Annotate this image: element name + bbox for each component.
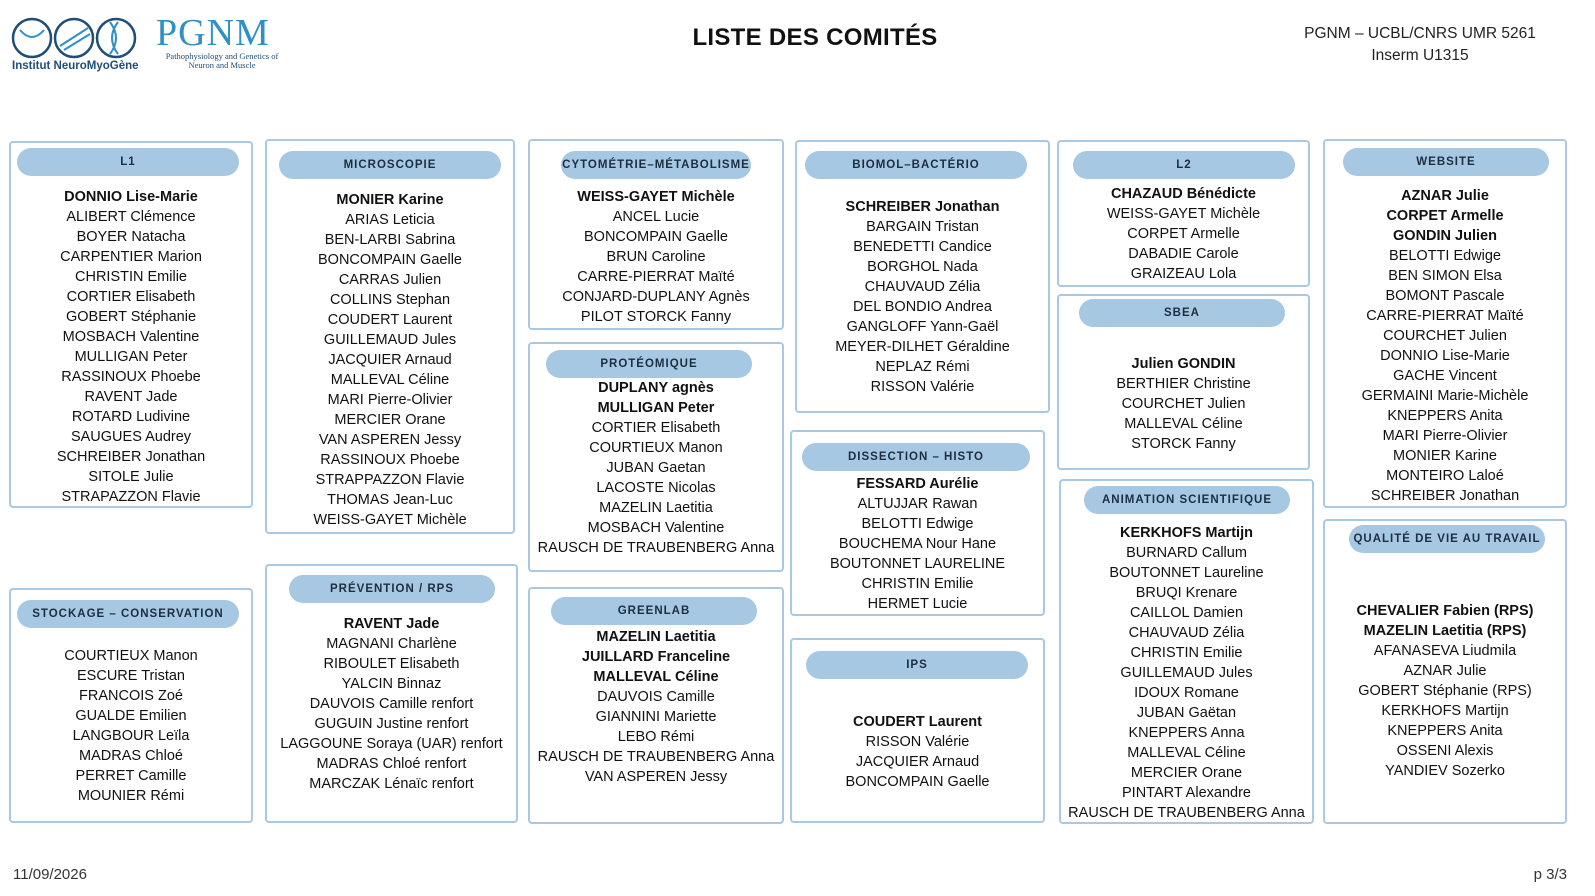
member-name: KERKHOFS Martijn [1381, 703, 1509, 719]
member-name: RISSON Valérie [865, 734, 970, 750]
committee-title: PRÉVENTION / RPS [289, 575, 495, 603]
member-name: SITOLE Julie [88, 469, 174, 485]
member-name: BOUTONNET Laureline [1109, 565, 1264, 581]
committee-stockage [9, 588, 253, 823]
member-name: ESCURE Tristan [77, 668, 185, 684]
member-name: JACQUIER Arnaud [855, 754, 980, 770]
member-name: AZNAR Julie [1403, 663, 1487, 679]
member-name: MONTEIRO Laloé [1386, 468, 1504, 484]
member-name: MULLIGAN Peter [74, 349, 188, 365]
member-list [11, 187, 251, 507]
member-name: CARRE-PIERRAT Maïté [1366, 308, 1524, 324]
member-name: BOMONT Pascale [1385, 288, 1505, 304]
member-name-lead: RAVENT Jade [343, 616, 440, 632]
member-name: BARGAIN Tristan [866, 219, 979, 235]
member-name-lead: CORPET Armelle [1386, 208, 1504, 224]
member-name-lead: DONNIO Lise-Marie [64, 189, 198, 205]
member-name: LACOSTE Nicolas [596, 480, 716, 496]
member-name: CORTIER Elisabeth [591, 420, 721, 436]
member-name: JUBAN Gaetan [606, 460, 706, 476]
member-name: YANDIEV Sozerko [1385, 763, 1505, 779]
member-name: CHRISTIN Emilie [861, 576, 974, 592]
member-name: MOSBACH Valentine [62, 329, 200, 345]
member-name-lead: SCHREIBER Jonathan [845, 199, 1000, 215]
member-name: BELOTTI Edwige [861, 516, 974, 532]
member-name: MERCIER Orane [1130, 765, 1243, 781]
member-name: MEYER-DILHET Géraldine [835, 339, 1010, 355]
member-name: MALLEVAL Céline [1124, 416, 1243, 432]
member-name: BEN SIMON Elsa [1388, 268, 1502, 284]
member-name: LANGBOUR Leïla [72, 728, 190, 744]
member-name: ALIBERT Clémence [66, 209, 196, 225]
member-name: CARPENTIER Marion [60, 249, 202, 265]
member-name: VAN ASPEREN Jessy [584, 769, 728, 785]
member-name: PILOT STORCK Fanny [580, 309, 732, 325]
member-list [1325, 601, 1565, 781]
member-name: RASSINOUX Phoebe [61, 369, 201, 385]
member-name: STORCK Fanny [1131, 436, 1236, 452]
member-list [530, 187, 782, 327]
committee-title: BIOMOL–BACTÉRIO [805, 151, 1027, 179]
member-name: COURTIEUX Manon [589, 440, 723, 456]
member-name: MALLEVAL Céline [1127, 745, 1246, 761]
member-name-lead: DUPLANY agnès [598, 380, 714, 396]
member-name: STRAPPAZZON Flavie [315, 472, 465, 488]
member-list [792, 474, 1043, 614]
member-name: LAGGOUNE Soraya (UAR) renfort [280, 736, 503, 752]
committee-title: PROTÉOMIQUE [546, 350, 752, 378]
member-name: BENEDETTI Candice [853, 239, 992, 255]
member-name: RASSINOUX Phoebe [320, 452, 460, 468]
member-name-lead: MONIER Karine [336, 192, 444, 208]
member-name: BURNARD Callum [1126, 545, 1247, 561]
member-name: CORTIER Elisabeth [66, 289, 196, 305]
member-name: BONCOMPAIN Gaelle [584, 229, 728, 245]
committee-website [1323, 139, 1567, 508]
member-name: SCHREIBER Jonathan [56, 449, 206, 465]
member-name-lead: MAZELIN Laetitia (RPS) [1363, 623, 1527, 639]
page-title: LISTE DES COMITÉS [692, 24, 938, 51]
member-name: WEISS-GAYET Michèle [313, 512, 467, 528]
member-list [530, 627, 782, 787]
member-name: DONNIO Lise-Marie [1380, 348, 1510, 364]
member-name: OSSENI Alexis [1396, 743, 1494, 759]
member-list [530, 378, 782, 558]
member-list [11, 646, 251, 806]
member-name: ANCEL Lucie [612, 209, 700, 225]
member-name: GACHE Vincent [1393, 368, 1497, 384]
member-name: HERMET Lucie [867, 596, 968, 612]
affiliation-line-2: Inserm U1315 [1371, 47, 1469, 64]
committee-biomol [795, 140, 1050, 413]
member-name: LEBO Rémi [617, 729, 695, 745]
member-name: MAGNANI Charlène [326, 636, 457, 652]
member-name: SCHREIBER Jonathan [1370, 488, 1520, 504]
member-name: VAN ASPEREN Jessy [318, 432, 462, 448]
member-name: MADRAS Chloé [79, 748, 183, 764]
member-name: RAUSCH DE TRAUBENBERG Anna [537, 749, 775, 765]
member-name: CONJARD-DUPLANY Agnès [562, 289, 750, 305]
member-name: RAUSCH DE TRAUBENBERG Anna [537, 540, 775, 556]
member-name: STRAPAZZON Flavie [61, 489, 201, 505]
member-name: RIBOULET Elisabeth [323, 656, 460, 672]
member-name: PERRET Camille [75, 768, 187, 784]
pgnm-logo: PGNM [156, 12, 270, 54]
member-name: GOBERT Stéphanie (RPS) [1358, 683, 1532, 699]
member-list [1059, 354, 1308, 454]
member-name: GUILLEMAUD Jules [1120, 665, 1253, 681]
footer-page-number: p 3/3 [1533, 866, 1567, 883]
member-name: BONCOMPAIN Gaelle [845, 774, 990, 790]
committee-title: DISSECTION – HISTO [802, 443, 1030, 471]
member-list [267, 614, 516, 794]
member-name: YALCIN Binnaz [341, 676, 442, 692]
committee-title: MICROSCOPIE [279, 151, 501, 179]
member-name: CHAUVAUD Zélia [1128, 625, 1245, 641]
committee-sbea [1057, 294, 1310, 470]
committee-title: WEBSITE [1343, 148, 1549, 176]
member-name-lead: MULLIGAN Peter [597, 400, 715, 416]
member-name: JACQUIER Arnaud [328, 352, 452, 368]
member-list [1061, 523, 1312, 823]
committee-title: CYTOMÉTRIE–MÉTABOLISME [561, 151, 751, 179]
member-name-lead: MALLEVAL Céline [593, 669, 719, 685]
member-name-lead: CHEVALIER Fabien (RPS) [1356, 603, 1534, 619]
member-name: KNEPPERS Anita [1387, 723, 1503, 739]
committee-title: STOCKAGE – CONSERVATION [17, 600, 239, 628]
logo-left-text: Institut NeuroMyoGène [12, 60, 139, 72]
member-name: FRANCOIS Zoé [79, 688, 183, 704]
member-name: GOBERT Stéphanie [65, 309, 197, 325]
member-name: JUBAN Gaëtan [1136, 705, 1237, 721]
member-name: ROTARD Ludivine [71, 409, 191, 425]
member-name: IDOUX Romane [1134, 685, 1239, 701]
member-list [792, 712, 1043, 792]
member-name: BOUCHEMA Nour Hane [838, 536, 997, 552]
member-name: GANGLOFF Yann-Gaël [846, 319, 999, 335]
committee-cytometrie [528, 139, 784, 330]
member-name: AFANASEVA Liudmila [1373, 643, 1517, 659]
member-name: CHRISTIN Emilie [75, 269, 187, 285]
member-name: CORPET Armelle [1127, 226, 1240, 242]
member-name: RISSON Valérie [870, 379, 975, 395]
member-name-lead: CHAZAUD Bénédicte [1110, 186, 1256, 202]
member-name: SAUGUES Audrey [70, 429, 192, 445]
committee-title: QUALITÉ DE VIE AU TRAVAIL [1349, 525, 1545, 553]
member-name-lead: KERKHOFS Martijn [1120, 525, 1253, 541]
member-name: MERCIER Orane [334, 412, 446, 428]
member-name: COLLINS Stephan [329, 292, 451, 308]
member-name: BEN-LARBI Sabrina [324, 232, 456, 248]
member-name-lead: JUILLARD Franceline [581, 649, 731, 665]
affiliation [1290, 23, 1550, 67]
member-name-lead: MAZELIN Laetitia [596, 629, 716, 645]
member-name: GUGUIN Justine renfort [314, 716, 469, 732]
member-name: BOYER Natacha [76, 229, 186, 245]
committee-l2 [1057, 140, 1310, 287]
member-name: GUILLEMAUD Jules [323, 332, 457, 348]
member-name: COURTIEUX Manon [64, 648, 198, 664]
committee-dissection [790, 430, 1045, 616]
member-name-lead: COUDERT Laurent [853, 714, 982, 730]
member-name: MARCZAK Lénaïc renfort [309, 776, 474, 792]
member-list [1059, 184, 1308, 284]
member-name: MARI Pierre-Olivier [327, 392, 453, 408]
member-name: CHRISTIN Emilie [1130, 645, 1243, 661]
member-name-lead: GONDIN Julien [1393, 228, 1497, 244]
committee-title: L2 [1073, 151, 1295, 179]
committee-proteomique [528, 342, 784, 572]
committee-ips [790, 638, 1045, 823]
member-name: PINTART Alexandre [1122, 785, 1251, 801]
committee-greenlab [528, 587, 784, 824]
member-name: MONIER Karine [1393, 448, 1497, 464]
member-name: ARIAS Leticia [345, 212, 435, 228]
committee-animation [1059, 479, 1314, 824]
committee-prevention [265, 564, 518, 823]
affiliation-line-1: PGNM – UCBL/CNRS UMR 5261 [1304, 25, 1536, 42]
committee-title: SBEA [1079, 299, 1285, 327]
member-name: CHAUVAUD Zélia [864, 279, 981, 295]
member-name: CARRE-PIERRAT Maïté [577, 269, 735, 285]
member-name: GIANNINI Mariette [595, 709, 717, 725]
member-name: BELOTTI Edwige [1388, 248, 1501, 264]
member-name: GRAIZEAU Lola [1130, 266, 1237, 282]
member-name: BRUQI Krenare [1135, 585, 1238, 601]
committee-qualite [1323, 519, 1567, 824]
footer-date: 11/09/2026 [13, 866, 87, 883]
member-name: BONCOMPAIN Gaelle [318, 252, 462, 268]
member-name: KNEPPERS Anita [1387, 408, 1503, 424]
member-name: DAUVOIS Camille renfort [309, 696, 474, 712]
member-name: COURCHET Julien [1383, 328, 1507, 344]
committee-l1 [9, 141, 253, 508]
member-name: CAILLOL Damien [1129, 605, 1244, 621]
member-name: GUALDE Emilien [75, 708, 187, 724]
committee-title: GREENLAB [551, 597, 757, 625]
member-name: RAVENT Jade [84, 389, 178, 405]
pgnm-logo-subtitle: Pathophysiology and Genetics of Neuron and Muscle [165, 51, 279, 70]
member-name: MAZELIN Laetitia [599, 500, 713, 516]
member-name-lead: AZNAR Julie [1401, 188, 1489, 204]
member-name: MOUNIER Rémi [77, 788, 185, 804]
member-name: BORGHOL Nada [867, 259, 978, 275]
member-name: COURCHET Julien [1121, 396, 1246, 412]
member-name: DAUVOIS Camille [597, 689, 715, 705]
member-name-lead: WEISS-GAYET Michèle [577, 189, 735, 205]
member-name: RAUSCH DE TRAUBENBERG Anna [1068, 805, 1305, 821]
member-name: DABADIE Carole [1128, 246, 1239, 262]
member-name: MOSBACH Valentine [587, 520, 725, 536]
member-name: ALTUJJAR Rawan [857, 496, 978, 512]
member-name-lead: FESSARD Aurélie [856, 476, 979, 492]
member-name: GERMAINI Marie-Michèle [1361, 388, 1529, 404]
member-name: MALLEVAL Céline [330, 372, 450, 388]
member-list [797, 197, 1048, 397]
member-list [267, 190, 513, 530]
member-name: WEISS-GAYET Michèle [1106, 206, 1261, 222]
committee-microscopie [265, 139, 515, 534]
member-name: CARRAS Julien [338, 272, 442, 288]
member-name: MARI Pierre-Olivier [1382, 428, 1508, 444]
member-name: DEL BONDIO Andrea [853, 299, 992, 315]
member-name: BERTHIER Christine [1116, 376, 1251, 392]
committee-title: L1 [17, 148, 239, 176]
member-name-lead: Julien GONDIN [1131, 356, 1236, 372]
member-name: THOMAS Jean-Luc [327, 492, 453, 508]
member-name: NEPLAZ Rémi [875, 359, 970, 375]
committee-title: ANIMATION SCIENTIFIQUE [1084, 486, 1290, 514]
member-name: MADRAS Chloé renfort [316, 756, 467, 772]
member-name: BOUTONNET LAURELINE [829, 556, 1006, 572]
member-list [1325, 186, 1565, 506]
member-name: COUDERT Laurent [327, 312, 453, 328]
member-name: KNEPPERS Anna [1128, 725, 1245, 741]
member-name: BRUN Caroline [606, 249, 706, 265]
committee-title: IPS [806, 651, 1028, 679]
